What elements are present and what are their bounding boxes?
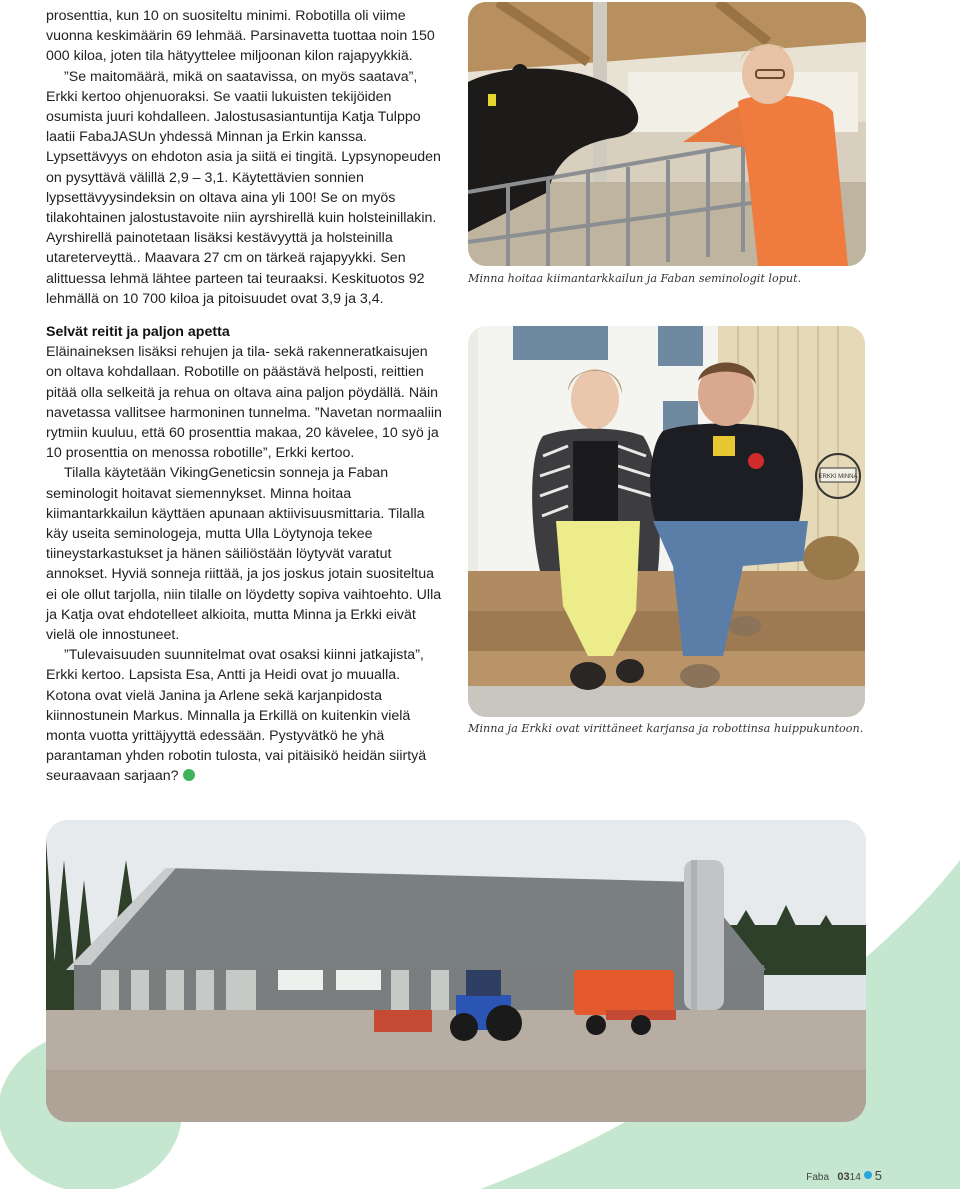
footer-dot-icon xyxy=(864,1171,872,1179)
footer-issue-year: 14 xyxy=(849,1172,861,1183)
photo-minna-with-cow xyxy=(468,2,866,266)
text-column-top xyxy=(46,6,446,309)
page-number: 5 xyxy=(874,1168,882,1183)
page-footer xyxy=(806,1168,882,1183)
caption-photo-2: Minna ja Erkki ovat virittäneet karjansa ja robottinsa huippukuntoon. xyxy=(468,722,864,735)
caption-photo-1: Minna hoitaa kiimantarkkailun ja Faban seminologit loput. xyxy=(468,272,802,285)
body-paragraph xyxy=(46,645,446,786)
barn-exterior-illustration xyxy=(46,820,866,1122)
body-paragraph: prosenttia, kun 10 on suositeltu minimi. Robotilla oli viime vuonna keskimäärin 69 lehmää. Parsinavetta tuottaa noin 150 000 kiloa, joten tila hätyyttelee miljoonan kilon rajapyykkiä. xyxy=(46,8,435,65)
photo-barn-exterior xyxy=(46,820,866,1122)
body-paragraph: Tilalla käytetään VikingGeneticsin sonneja ja Faban seminologit hoitavat siemennykset. Minna hoitaa kiimantarkkailun käyttäen apunaan aktiivisuusmittaria. Tilalla käy useita seminologeja, mutta Ulla Löytynoja tekee tiineystarkastukset ja hänen säiliöstään löytyvät varatut annokset. Hyviä sonneja riittää, ja jos joskus jotain suositeltua ei ole ollut tarjolla, niin tilalle on löydetty sopiva vaihtoehto. Ulla ja Katja ovat ehdotelleet alkioita, mutta Minna ja Erkki eivät vielä ole innostuneet. xyxy=(46,465,442,644)
photo-sign-text: ERKKI MINNA xyxy=(818,474,858,480)
couple-on-steps-illustration xyxy=(468,326,865,717)
end-mark-dot-icon xyxy=(183,769,195,781)
body-paragraph: Eläinaineksen lisäksi rehujen ja tila- sekä rakenneratkaisujen on oltava kohdallaan. Robotille on päästävä helposti, reittien pitää olla selkeitä ja rehua on oltava aina paljon pöydällä. Näin navetassa vallitsee harmoninen tunnelma. ”Navetan normaaliin rytmiin kuuluu, että 60 prosenttia makaa, 20 kävelee, 10 syö ja 10 prosenttia on menossa robotille”, Erkki kertoo. xyxy=(46,344,442,462)
barn-interior-illustration xyxy=(468,2,866,266)
section-heading: Selvät reitit ja paljon apetta xyxy=(46,324,230,340)
body-paragraph-text: ”Tulevaisuuden suunnitelmat ovat osaksi kiinni jatkajista”, Erkki kertoo. Lapsista Esa, Antti ja Heidi ovat jo muualla. Kotona ovat vielä Janina ja Arlene sekä karjanpidosta kiinnostunein Markus. Minnalla ja Erkillä on kuitenkin vielä monta vuotta yrittäjyyttä edessään. Pystyvätkö he yhä parantaman yhden robotin tulosta, vai pitäisikö heidän siirtyä seuraavaan sarjaan? xyxy=(46,647,427,785)
text-column-bottom xyxy=(46,322,446,787)
body-paragraph: ”Se maitomäärä, mikä on saatavissa, on myös saatava”, Erkki kertoo ohjenuoraksi. Se vaatii lukuisten tekijöiden osumista juuri kohdalleen. Jalostusasiantuntija Katja Tulppo laatii FabaJASUn yhdessä Minnan ja Erkin kanssa. Lypsettävyys on ehdoton asia ja siitä ei tingitä. Lypsynopeuden on pysyttävä välillä 2,9 – 3,1. Käytettävien sonnien lypsettävyysindeksin on oltava aina yli 100! Se on myös tilakohtainen jalostustavoite niin ayrshirellä kuin holsteinillakin. Ayrshirellä painotetaan lisäksi kestävyyttä ja holsteinilla utareterveyttä.. Maavara 27 cm on tärkeä rajapyykki. Sen alittuessa lehmä lähtee parteen tai teuraaksi. Keskituotos 92 lehmällä on 10 700 kiloa ja pitoisuudet ovat 3,9 ja 3,4. xyxy=(46,68,441,307)
footer-magazine-name: Faba xyxy=(806,1172,830,1183)
footer-issue-number: 03 xyxy=(837,1171,850,1183)
photo-minna-and-erkki xyxy=(468,326,865,717)
